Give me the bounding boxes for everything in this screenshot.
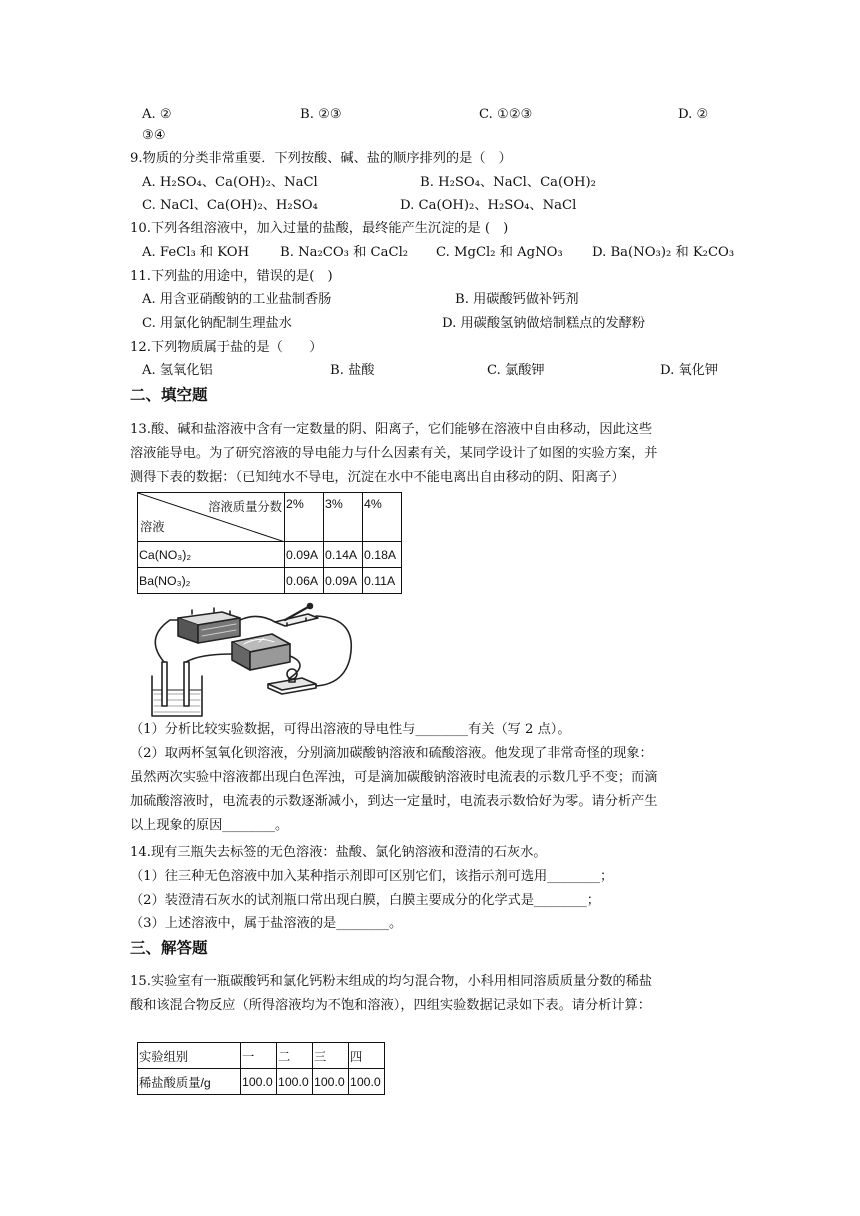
q11-option-b: B. 用碳酸钙做补钙剂 [455,292,579,307]
q15-line-1: 15.实验室有一瓶碳酸钙和氯化钙粉末组成的均匀混合物，小科用相同溶质质量分数的稀盐 [130,974,653,989]
q8-option-d: D. ② [678,107,709,122]
q10-option-c: C. MgCl₂ 和 AgNO₃ [436,245,563,260]
q13-sub-2-line-3: 加硫酸溶液时，电流表的示数逐渐减小，到达一定量时，电流表示数恰好为零。请分析产生 [130,794,658,809]
table-diagonal-header [138,493,285,542]
beaker-icon [152,662,202,716]
q13-line-2: 溶液能导电。为了研究溶液的导电能力与什么因素有关，某同学设计了如图的实验方案，并 [130,446,658,461]
ammeter-icon [232,634,290,670]
table-header-row [138,493,402,542]
q10-option-b: B. Na₂CO₃ 和 CaCl₂ [280,245,409,260]
q9-option-a: A. H₂SO₄、Ca(OH)₂、NaCl [142,175,318,190]
bulb-icon [268,669,316,694]
q13-line-1: 13.酸、碱和盐溶液中含有一定数量的阴、阳离子，它们能够在溶液中自由移动，因此这些 [130,422,653,437]
table-cell: 0.18A [363,542,402,568]
q12-option-a: A. 氢氧化铝 [142,363,213,378]
table-cell: 0.09A [324,568,363,594]
conductivity-table [137,492,402,594]
q14-sub-2: （2）装澄清石灰水的试剂瓶口常出现白膜，白膜主要成分的化学式是________； [130,893,600,908]
table-col-header: 二 [277,1043,313,1069]
q13-sub-1: （1）分析比较实验数据，可得出溶液的导电性与________有关（写 2 点）。 [130,722,571,737]
q9-option-b: B. H₂SO₄、NaCl、Ca(OH)₂ [420,175,596,190]
q10-option-a: A. FeCl₃ 和 KOH [142,245,250,260]
table-cell: 0.09A [285,542,324,568]
q8-option-a: A. ② [142,107,172,122]
q13-line-3: 测得下表的数据：（已知纯水不导电，沉淀在水中不能电离出自由移动的阴、阳离子） [130,470,625,485]
q13-sub-2-line-4: 以上现象的原因________。 [130,818,289,833]
table-col-header: 一 [241,1043,277,1069]
q12-option-d: D. 氧化钾 [660,363,719,378]
wire [316,616,351,686]
q13-sub-2-line-1: （2）取两杯氢氧化钡溶液，分别滴加碳酸钠溶液和硫酸溶液。他发现了非常奇怪的现象： [130,746,653,761]
q11-option-d: D. 用碳酸氢钠做焙制糕点的发酵粉 [442,316,646,331]
table-cell: 100.0 [313,1069,349,1095]
table-cell: 0.14A [324,542,363,568]
q8-option-b: B. ②③ [300,107,342,122]
q12-stem: 12.下列物质属于盐的是（ ） [130,340,323,355]
q9-option-c: C. NaCl、Ca(OH)₂、H₂SO₄ [142,198,318,213]
q12-option-c: C. 氯酸钾 [487,363,545,378]
q14-stem: 14.现有三瓶失去标签的无色溶液：盐酸、氯化钠溶液和澄清的石灰水。 [130,845,547,860]
q15-line-2: 酸和该混合物反应（所得溶液均为不饱和溶液），四组实验数据记录如下表。请分析计算： [130,998,651,1013]
section-title-answer: 三、解答题 [130,939,208,957]
switch-icon [275,604,318,627]
q12-option-b: B. 盐酸 [330,363,375,378]
q10-option-d: D. Ba(NO₃)₂ 和 K₂CO₃ [592,245,735,260]
experiment-table [137,1042,385,1095]
table-row [138,542,402,568]
q9-option-d: D. Ca(OH)₂、H₂SO₄、NaCl [400,198,577,213]
battery-icon [178,608,240,643]
q14-sub-1: （1）往三种无色溶液中加入某种指示剂即可区别它们，该指示剂可选用________； [130,869,614,884]
table-col-header: 2% [285,493,324,542]
table-col-header: 3% [324,493,363,542]
header-solution-label: 溶液 [140,520,165,534]
header-concentration-label: 溶液质量分数 [208,500,282,514]
table-row [138,1069,385,1095]
table-cell: 100.0 [277,1069,313,1095]
table-col-header: 实验组别 [138,1043,241,1069]
q11-option-c: C. 用氯化钠配制生理盐水 [142,316,292,331]
q13-sub-2-line-2: 虽然两次实验中溶液都出现白色浑浊，可是滴加碳酸钠溶液时电流表的示数几乎不变；而滴 [130,770,658,785]
table-cell: 100.0 [241,1069,277,1095]
q10-stem: 10.下列各组溶液中，加入过量的盐酸，最终能产生沉淀的是 ( ) [130,221,509,236]
table-cell: 100.0 [349,1069,385,1095]
wire [186,654,232,662]
table-row-label: 稀盐酸质量/g [138,1069,241,1095]
table-col-header: 三 [313,1043,349,1069]
table-col-header: 4% [363,493,402,542]
q9-stem: 9.物质的分类非常重要．下列按酸、碱、盐的顺序排列的是（ ） [130,151,512,166]
table-row [138,568,402,594]
table-cell: 0.06A [285,568,324,594]
section-title-fill-blank: 二、填空题 [130,386,208,404]
wire [155,620,178,662]
table-cell: 0.11A [363,568,402,594]
diagonal-line [138,493,285,542]
q11-option-a: A. 用含亚硝酸钠的工业盐制香肠 [142,292,332,307]
circuit-diagram [140,598,362,720]
wire [240,616,275,622]
table-col-header: 四 [349,1043,385,1069]
table-row-label: Ca(NO₃)₂ [138,542,285,568]
q11-stem: 11.下列盐的用途中，错误的是( ) [130,269,333,284]
q8-option-d-cont: ③④ [142,128,166,143]
q8-option-c: C. ①②③ [479,107,533,122]
table-row-label: Ba(NO₃)₂ [138,568,285,594]
q14-sub-3: （3）上述溶液中，属于盐溶液的是________。 [130,916,403,931]
table-header-row [138,1043,385,1069]
